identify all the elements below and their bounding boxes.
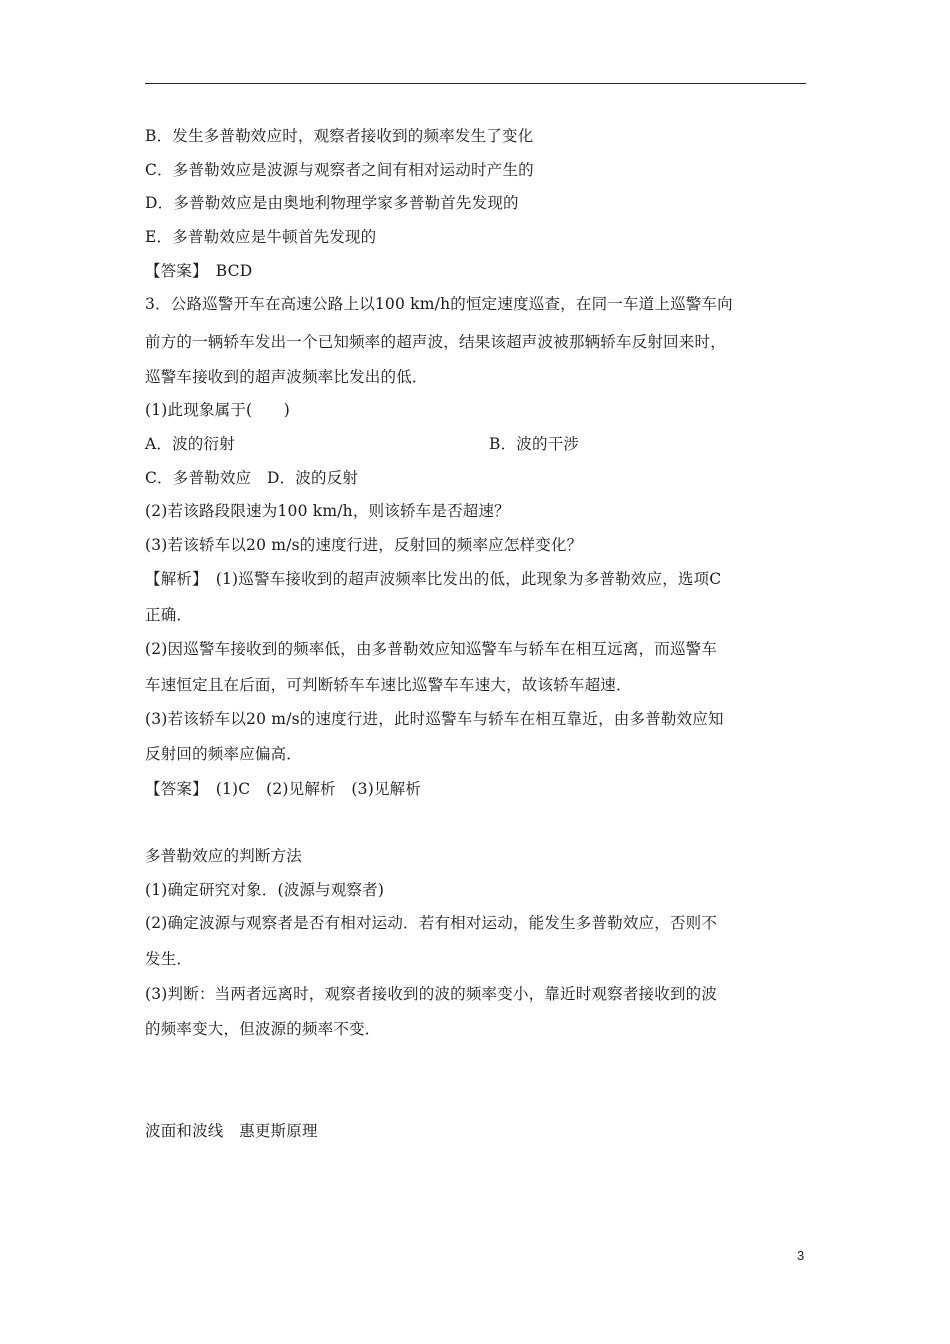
section-heading: 波面和波线 惠更斯原理 [145, 1122, 318, 1140]
question-3-line-1: 3．公路巡警开车在高速公路上以100 km/h的恒定速度巡查，在同一车道上巡警车向 [145, 295, 733, 313]
options-row-ab [145, 434, 806, 454]
sub-question-1: (1)此现象属于( ) [145, 401, 290, 419]
answer-2: 【答案】 BCD [145, 262, 253, 280]
method-step-2-line-1: (2)确定波源与观察者是否有相对运动．若有相对运动，能发生多普勒效应，否则不 [145, 914, 718, 932]
method-heading: 多普勒效应的判断方法 [145, 847, 303, 865]
analysis-line-3: (2)因巡警车接收到的频率低，由多普勒效应知巡警车与轿车在相互远离，而巡警车 [145, 640, 718, 658]
method-step-3-line-1: (3)判断：当两者远离时，观察者接收到的波的频率变小，靠近时观察者接收到的波 [145, 985, 718, 1003]
analysis-line-5: (3)若该轿车以20 m/s的速度行进，此时巡警车与轿车在相互靠近，由多普勒效应知 [145, 710, 724, 728]
option-b: B．发生多普勒效应时，观察者接收到的频率发生了变化 [145, 127, 534, 145]
method-step-1: (1)确定研究对象．(波源与观察者) [145, 881, 385, 899]
analysis-line-4: 车速恒定且在后面，可判断轿车车速比巡警车车速大，故该轿车超速． [145, 676, 632, 694]
question-3-line-3: 巡警车接收到的超声波频率比发出的低． [145, 368, 428, 386]
method-step-2-line-2: 发生． [145, 950, 193, 968]
option-d: D．多普勒效应是由奥地利物理学家多普勒首先发现的 [145, 194, 519, 212]
option-b-2: B．波的干涉 [489, 435, 580, 453]
options-row-cd: C．多普勒效应 D．波的反射 [145, 469, 359, 487]
question-3-line-2: 前方的一辆轿车发出一个已知频率的超声波，结果该超声波被那辆轿车反射回来时， [145, 333, 726, 351]
option-c: C．多普勒效应是波源与观察者之间有相对运动时产生的 [145, 161, 534, 179]
method-step-3-line-2: 的频率变大，但波源的频率不变． [145, 1020, 381, 1038]
analysis-line-2: 正确． [145, 606, 193, 624]
analysis-line-6: 反射回的频率应偏高． [145, 745, 303, 763]
sub-question-2: (2)若该路段限速为100 km/h，则该轿车是否超速？ [145, 502, 510, 520]
analysis-line-1: 【解析】 (1)巡警车接收到的超声波频率比发出的低，此现象为多普勒效应，选项C [145, 570, 722, 588]
sub-question-3: (3)若该轿车以20 m/s的速度行进，反射回的频率应怎样变化？ [145, 536, 583, 554]
option-e: E．多普勒效应是牛顿首先发现的 [145, 228, 377, 246]
option-a: A．波的衍射 [145, 435, 235, 453]
answer-3: 【答案】 (1)C (2)见解析 (3)见解析 [145, 780, 422, 798]
header-rule [145, 83, 806, 84]
page-number: 3 [797, 1248, 805, 1263]
